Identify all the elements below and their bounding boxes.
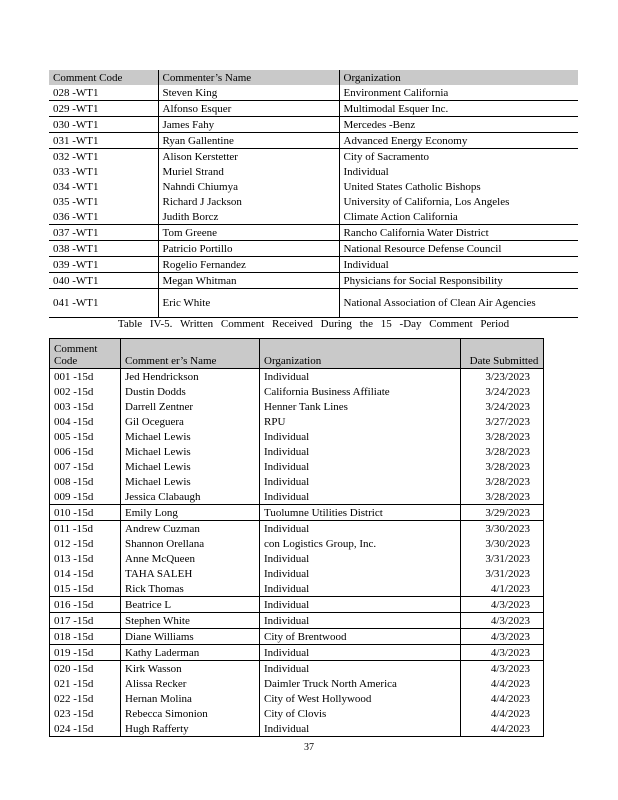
commenter-name: Alison Kerstetter — [158, 149, 339, 165]
commenter-name: Kirk Wasson — [121, 661, 260, 677]
commenter-name: Dustin Dodds — [121, 384, 260, 399]
organization: City of West Hollywood — [260, 691, 461, 706]
commenter-name: James Fahy — [158, 117, 339, 133]
table-row — [50, 399, 544, 414]
comment-code: 024 -15d — [54, 722, 94, 735]
commenter-name: Shannon Orellana — [121, 536, 260, 551]
table-row — [49, 209, 578, 225]
comment-code: 004 -15d — [54, 415, 94, 428]
date-submitted: 3/28/2023 — [461, 489, 544, 505]
commenter-name: Michael Lewis — [121, 474, 260, 489]
table-row — [50, 581, 544, 597]
commenter-name: Richard J Jackson — [158, 194, 339, 209]
date-submitted: 3/31/2023 — [461, 566, 544, 581]
commenter-name: Ryan Gallentine — [158, 133, 339, 149]
comment-code: 040 -WT1 — [49, 273, 158, 289]
date-submitted: 4/4/2023 — [461, 676, 544, 691]
organization: Rancho California Water District — [339, 225, 578, 241]
table-row — [50, 629, 544, 645]
organization: Individual — [260, 613, 461, 629]
organization: Individual — [260, 474, 461, 489]
comment-code: 017 -15d — [50, 613, 121, 629]
commenter-name: Michael Lewis — [121, 429, 260, 444]
commenter-name: Emily Long — [121, 505, 260, 521]
comment-code: 019 -15d — [50, 645, 121, 661]
organization: Henner Tank Lines — [260, 399, 461, 414]
commenter-name: Kathy Laderman — [121, 645, 260, 661]
organization: City of Clovis — [260, 706, 461, 721]
organization: National Resource Defense Council — [339, 241, 578, 257]
date-submitted: 3/29/2023 — [461, 505, 544, 521]
organization: Individual — [339, 164, 578, 179]
organization: National Association of Clean Air Agencies — [339, 289, 578, 318]
organization: United States Catholic Bishops — [339, 179, 578, 194]
date-submitted: 4/1/2023 — [461, 581, 544, 597]
organization: Individual — [339, 257, 578, 273]
header-organization: Organization — [339, 70, 578, 85]
organization: Individual — [260, 551, 461, 566]
commenter-name: Eric White — [158, 289, 339, 318]
table-row — [49, 133, 578, 149]
organization: Individual — [260, 459, 461, 474]
table-row — [49, 241, 578, 257]
table-header-row — [49, 70, 578, 85]
commenter-name: Andrew Cuzman — [121, 521, 260, 537]
table-row — [50, 536, 544, 551]
comment-code: 012 -15d — [54, 537, 94, 550]
table-row — [50, 505, 544, 521]
commenter-name: Steven King — [158, 85, 339, 101]
comment-code: 041 -WT1 — [49, 289, 158, 318]
table-row — [49, 225, 578, 241]
commenter-name: Nahndi Chiumya — [158, 179, 339, 194]
header-commenter-name: Commenter’s Name — [158, 70, 339, 85]
commenter-name: Diane Williams — [121, 629, 260, 645]
commenter-name: Patricio Portillo — [158, 241, 339, 257]
organization: Individual — [260, 444, 461, 459]
date-submitted: 4/4/2023 — [461, 706, 544, 721]
date-submitted: 4/3/2023 — [461, 613, 544, 629]
commenter-name: Megan Whitman — [158, 273, 339, 289]
date-submitted: 3/24/2023 — [461, 384, 544, 399]
table-row — [50, 566, 544, 581]
commenter-name: Michael Lewis — [121, 459, 260, 474]
commenter-name: Rogelio Fernandez — [158, 257, 339, 273]
organization: Individual — [260, 645, 461, 661]
table-row — [50, 521, 544, 537]
organization: Daimler Truck North America — [260, 676, 461, 691]
commenter-name: Rick Thomas — [121, 581, 260, 597]
comment-code: 008 -15d — [54, 475, 94, 488]
organization: Individual — [260, 489, 461, 505]
comment-code: 005 -15d — [54, 430, 94, 443]
commenter-name: Hernan Molina — [121, 691, 260, 706]
commenter-name: Gil Oceguera — [121, 414, 260, 429]
date-submitted: 4/3/2023 — [461, 629, 544, 645]
organization: Physicians for Social Responsibility — [339, 273, 578, 289]
organization: University of California, Los Angeles — [339, 194, 578, 209]
comment-code: 015 -15d — [54, 582, 94, 595]
commenter-name: Alissa Recker — [121, 676, 260, 691]
date-submitted: 4/3/2023 — [461, 645, 544, 661]
table-row — [49, 85, 578, 101]
commenter-name: Hugh Rafferty — [121, 721, 260, 737]
organization: City of Brentwood — [260, 629, 461, 645]
organization: California Business Affiliate — [260, 384, 461, 399]
table-header-row — [50, 339, 544, 369]
organization: Individual — [260, 661, 461, 677]
commenter-name: Anne McQueen — [121, 551, 260, 566]
date-submitted: 3/28/2023 — [461, 429, 544, 444]
header-organization: Organization — [260, 339, 461, 369]
page-number: 37 — [304, 742, 314, 753]
commenter-name: Judith Borcz — [158, 209, 339, 225]
table-row — [50, 551, 544, 566]
comment-code: 028 -WT1 — [53, 86, 99, 99]
comment-code: 020 -15d — [50, 661, 121, 677]
comment-code: 022 -15d — [54, 692, 94, 705]
comment-code: 010 -15d — [50, 505, 121, 521]
table-row — [49, 117, 578, 133]
table-row — [50, 489, 544, 505]
date-submitted: 3/24/2023 — [461, 399, 544, 414]
commenter-name: Beatrice L — [121, 597, 260, 613]
header-commenter-name: Comment er’s Name — [121, 339, 260, 369]
comment-code: 029 -WT1 — [49, 101, 158, 117]
date-submitted: 4/4/2023 — [461, 721, 544, 737]
comment-code: 016 -15d — [50, 597, 121, 613]
commenters-table-15d — [49, 338, 544, 737]
table-row — [50, 706, 544, 721]
date-submitted: 4/3/2023 — [461, 597, 544, 613]
table-row — [49, 164, 578, 179]
table-row — [50, 414, 544, 429]
organization: Mercedes -Benz — [339, 117, 578, 133]
comment-code: 013 -15d — [54, 552, 94, 565]
commenter-name: Tom Greene — [158, 225, 339, 241]
table-row — [49, 257, 578, 273]
table-row — [50, 721, 544, 737]
commenter-name: Muriel Strand — [158, 164, 339, 179]
table-row — [49, 149, 578, 165]
comment-code: 039 -WT1 — [49, 257, 158, 273]
organization: Multimodal Esquer Inc. — [339, 101, 578, 117]
header-comment-code: Comment Code — [49, 70, 158, 85]
comment-code: 001 -15d — [50, 369, 121, 385]
organization: Individual — [260, 721, 461, 737]
table-row — [50, 384, 544, 399]
table-row — [50, 369, 544, 385]
comment-code: 038 -WT1 — [49, 241, 158, 257]
organization: Advanced Energy Economy — [339, 133, 578, 149]
comment-code: 034 -WT1 — [53, 180, 99, 193]
comment-code: 007 -15d — [54, 460, 94, 473]
comment-code: 037 -WT1 — [49, 225, 158, 241]
table-row — [49, 101, 578, 117]
organization: Individual — [260, 521, 461, 537]
table-row — [50, 645, 544, 661]
date-submitted: 3/23/2023 — [461, 369, 544, 385]
commenter-name: Michael Lewis — [121, 444, 260, 459]
comment-code: 014 -15d — [54, 567, 94, 580]
header-date-submitted: Date Submitted — [461, 339, 544, 369]
table-row — [50, 459, 544, 474]
table-row — [50, 597, 544, 613]
organization: Individual — [260, 581, 461, 597]
comment-code: 021 -15d — [54, 677, 94, 690]
table-row — [49, 194, 578, 209]
table-row — [50, 691, 544, 706]
organization: con Logistics Group, Inc. — [260, 536, 461, 551]
comment-code: 011 -15d — [50, 521, 121, 537]
comment-code: 033 -WT1 — [53, 165, 99, 178]
comment-code: 009 -15d — [54, 490, 94, 503]
date-submitted: 3/28/2023 — [461, 444, 544, 459]
comment-code: 018 -15d — [50, 629, 121, 645]
date-submitted: 3/28/2023 — [461, 474, 544, 489]
header-comment-code: Comment Code — [50, 339, 121, 369]
table-row — [50, 661, 544, 677]
table-caption: Table IV-5. Written Comment Received During the 15 -Day Comment Period — [117, 318, 510, 330]
commenter-name: Jessica Clabaugh — [121, 489, 260, 505]
comment-code: 006 -15d — [54, 445, 94, 458]
table-row — [50, 429, 544, 444]
organization: RPU — [260, 414, 461, 429]
table-row — [50, 444, 544, 459]
organization: Individual — [260, 597, 461, 613]
comment-code: 003 -15d — [54, 400, 94, 413]
date-submitted: 3/30/2023 — [461, 536, 544, 551]
commenter-name: Rebecca Simonion — [121, 706, 260, 721]
organization: Tuolumne Utilities District — [260, 505, 461, 521]
organization: City of Sacramento — [339, 149, 578, 165]
commenter-name: Jed Hendrickson — [121, 369, 260, 385]
date-submitted: 4/3/2023 — [461, 661, 544, 677]
organization: Individual — [260, 566, 461, 581]
table-row — [50, 676, 544, 691]
date-submitted: 3/30/2023 — [461, 521, 544, 537]
comment-code: 031 -WT1 — [49, 133, 158, 149]
table-row — [50, 474, 544, 489]
date-submitted: 3/27/2023 — [461, 414, 544, 429]
organization: Environment California — [339, 85, 578, 101]
commenter-name: Stephen White — [121, 613, 260, 629]
comment-code: 032 -WT1 — [49, 149, 158, 165]
comment-code: 030 -WT1 — [49, 117, 158, 133]
commenter-name: Alfonso Esquer — [158, 101, 339, 117]
organization: Individual — [260, 369, 461, 385]
organization: Climate Action California — [339, 209, 578, 225]
comment-code: 002 -15d — [54, 385, 94, 398]
comment-code: 036 -WT1 — [53, 210, 99, 223]
table-row — [49, 273, 578, 289]
commenters-table-wt1 — [49, 70, 578, 318]
table-row — [50, 613, 544, 629]
organization: Individual — [260, 429, 461, 444]
table-row — [49, 289, 578, 318]
commenter-name: Darrell Zentner — [121, 399, 260, 414]
table-row — [49, 179, 578, 194]
date-submitted: 3/28/2023 — [461, 459, 544, 474]
date-submitted: 4/4/2023 — [461, 691, 544, 706]
comment-code: 035 -WT1 — [53, 195, 99, 208]
date-submitted: 3/31/2023 — [461, 551, 544, 566]
commenter-name: TAHA SALEH — [121, 566, 260, 581]
comment-code: 023 -15d — [54, 707, 94, 720]
